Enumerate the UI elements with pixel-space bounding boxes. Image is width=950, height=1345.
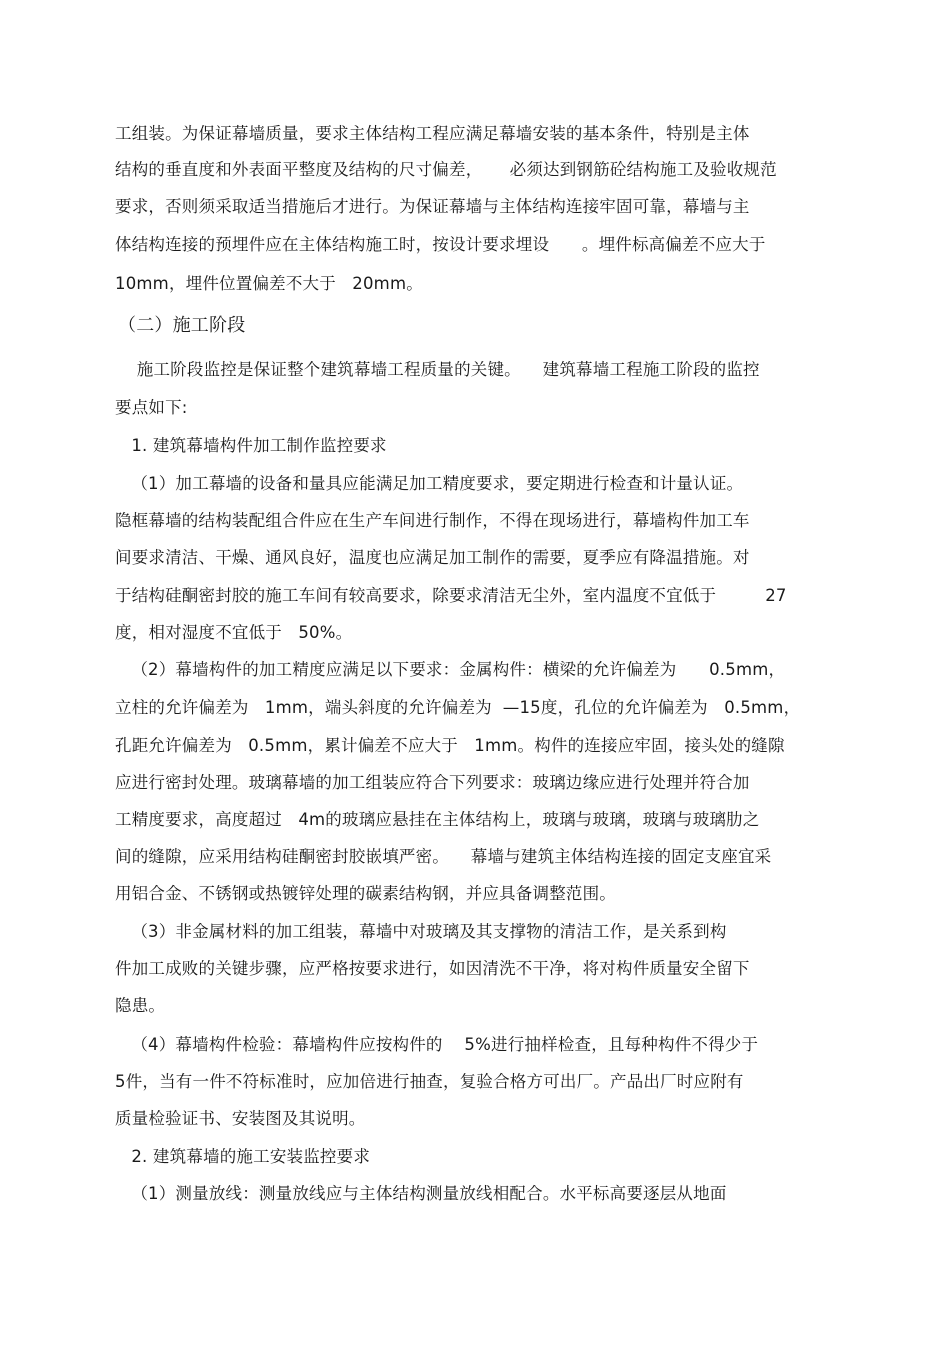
- paragraph-line: 立柱的允许偏差为 1mm，端头斜度的允许偏差为 —15度，孔位的允许偏差为 0.5mm，: [115, 698, 801, 717]
- subheading: 2. 建筑幕墙的施工安装监控要求: [115, 1147, 371, 1166]
- section-heading: （二）施工阶段: [118, 315, 246, 336]
- paragraph-line: 隐患。: [115, 996, 166, 1015]
- paragraph-line: 质量检验证书、安装图及其说明。: [115, 1109, 366, 1128]
- paragraph-line: （1）加工幕墙的设备和量具应能满足加工精度要求，要定期进行检查和计量认证。: [115, 474, 744, 493]
- paragraph-line: 件加工成败的关键步骤，应严格按要求进行，如因清洗不干净，将对构件质量安全留下: [115, 959, 750, 978]
- paragraph-line: 要求，否则须采取适当措施后才进行。为保证幕墙与主体结构连接牢固可靠，幕墙与主: [115, 197, 750, 216]
- paragraph-line: 结构的垂直度和外表面平整度及结构的尺寸偏差， 必须达到钢筋砼结构施工及验收规范: [115, 160, 777, 179]
- paragraph-line: （2）幕墙构件的加工精度应满足以下要求：金属构件：横梁的允许偏差为 0.5mm，: [115, 660, 786, 679]
- paragraph-line: 间的缝隙，应采用结构硅酮密封胶嵌填严密。 幕墙与建筑主体结构连接的固定支座宜采: [115, 847, 772, 866]
- paragraph-line: （1）测量放线：测量放线应与主体结构测量放线相配合。水平标高要逐层从地面: [115, 1184, 727, 1203]
- paragraph-line: 工组装。为保证幕墙质量，要求主体结构工程应满足幕墙安装的基本条件，特别是主体: [115, 124, 750, 143]
- paragraph-line: 10mm，埋件位置偏差不大于 20mm。: [115, 274, 423, 293]
- paragraph-line: 孔距允许偏差为 0.5mm，累计偏差不应大于 1mm。构件的连接应牢固，接头处的缝隙: [115, 736, 785, 755]
- paragraph-line: 间要求清洁、干燥、通风良好，温度也应满足加工制作的需要，夏季应有降温措施。对: [115, 548, 750, 567]
- paragraph-line: 于结构硅酮密封胶的施工车间有较高要求，除要求清洁无尘外，室内温度不宜低于 27: [115, 586, 787, 605]
- paragraph-line: 用铝合金、不锈钢或热镀锌处理的碳素结构钢，并应具备调整范围。: [115, 884, 616, 903]
- paragraph-line: （4）幕墙构件检验：幕墙构件应按构件的 5%进行抽样检查，且每种构件不得少于: [115, 1035, 759, 1054]
- paragraph-line: 体结构连接的预埋件应在主体结构施工时，按设计要求埋设 。埋件标高偏差不应大于: [115, 235, 766, 254]
- subheading: 1. 建筑幕墙构件加工制作监控要求: [115, 436, 387, 455]
- paragraph-line: 施工阶段监控是保证整个建筑幕墙工程质量的关键。 建筑幕墙工程施工阶段的监控: [115, 360, 760, 379]
- paragraph-line: 隐框幕墙的结构装配组合件应在生产车间进行制作，不得在现场进行，幕墙构件加工车: [115, 511, 750, 530]
- paragraph-line: 要点如下:: [115, 398, 188, 417]
- paragraph-line: 度，相对湿度不宜低于 50%。: [115, 623, 353, 642]
- paragraph-line: 5件，当有一件不符标准时，应加倍进行抽查，复验合格方可出厂。产品出厂时应附有: [115, 1072, 744, 1091]
- paragraph-line: （3）非金属材料的加工组装，幕墙中对玻璃及其支撑物的清洁工作，是关系到构: [115, 922, 727, 941]
- paragraph-line: 应进行密封处理。玻璃幕墙的加工组装应符合下列要求：玻璃边缘应进行处理并符合加: [115, 773, 750, 792]
- paragraph-line: 工精度要求，高度超过 4m的玻璃应悬挂在主体结构上，玻璃与玻璃，玻璃与玻璃肋之: [115, 810, 760, 829]
